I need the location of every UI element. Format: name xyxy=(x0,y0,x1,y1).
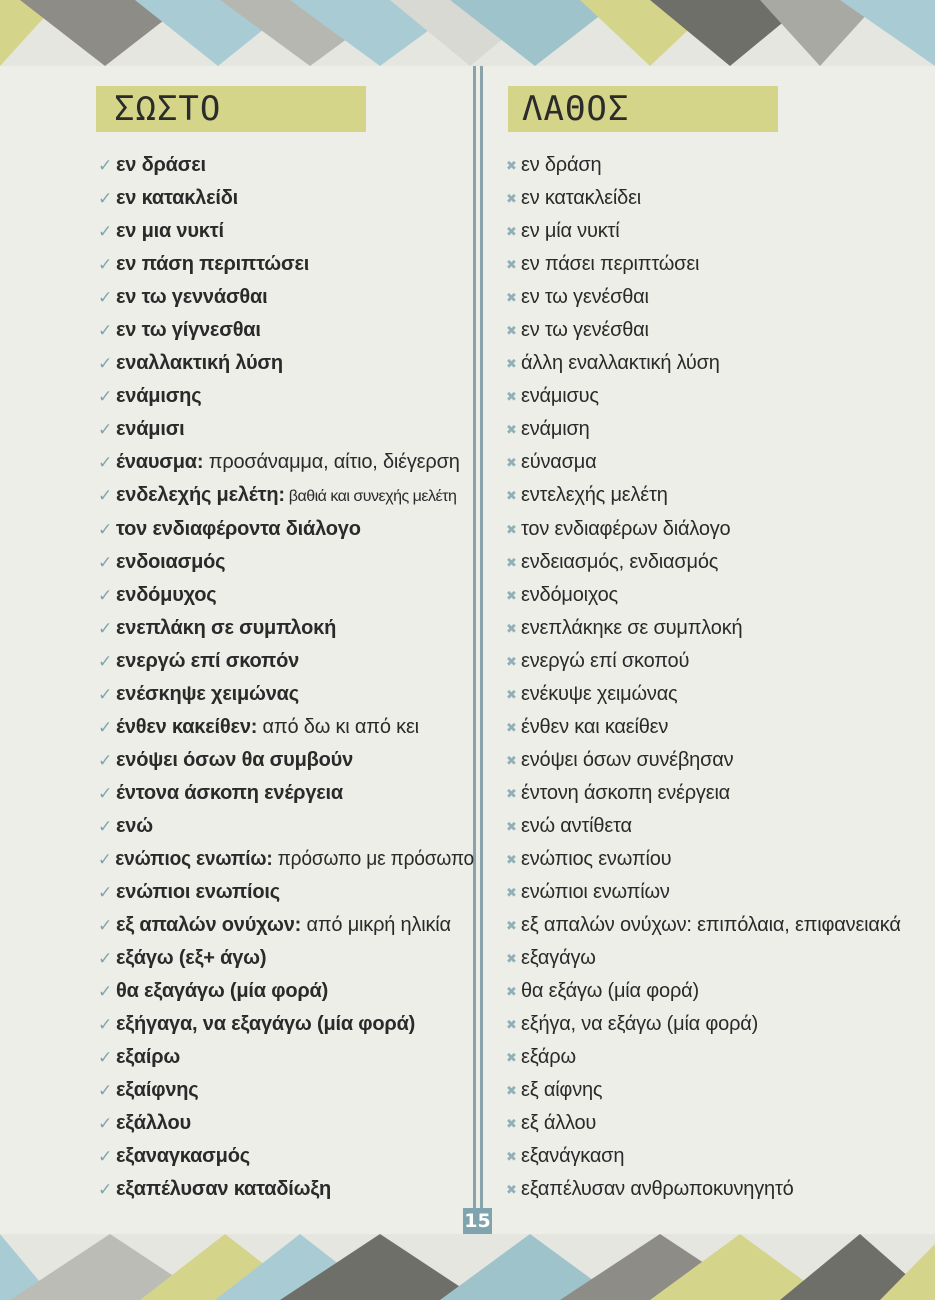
correct-term: ενδοιασμός xyxy=(116,550,226,573)
cross-icon: ✖ xyxy=(506,224,517,240)
cross-icon: ✖ xyxy=(506,851,517,867)
wrong-item xyxy=(506,645,926,678)
wrong-term: εξανάγκαση xyxy=(521,1145,625,1168)
check-icon: ✓ xyxy=(98,222,113,242)
wrong-item xyxy=(506,744,926,777)
correct-item xyxy=(98,975,474,1008)
wrong-item xyxy=(506,1140,926,1173)
cross-icon: ✖ xyxy=(506,257,517,273)
cross-icon: ✖ xyxy=(506,1182,517,1198)
correct-item xyxy=(98,1140,474,1173)
cross-icon: ✖ xyxy=(506,1017,517,1033)
cross-icon: ✖ xyxy=(506,356,517,372)
wrong-item xyxy=(506,678,926,711)
check-icon: ✓ xyxy=(98,420,113,440)
wrong-item xyxy=(506,215,926,248)
correct-item xyxy=(98,513,474,546)
wrong-term: ενεργώ επί σκοπού xyxy=(521,649,690,672)
cross-icon: ✖ xyxy=(506,818,517,834)
check-icon: ✓ xyxy=(98,618,113,638)
cross-icon: ✖ xyxy=(506,389,517,405)
correct-term: εξαίφνης xyxy=(116,1079,199,1102)
correct-item xyxy=(98,876,474,909)
cross-icon: ✖ xyxy=(506,785,517,801)
wrong-item xyxy=(506,1041,926,1074)
correct-item xyxy=(98,810,474,843)
correct-term: έντονα άσκοπη ενέργεια xyxy=(116,781,343,804)
wrong-item xyxy=(506,843,926,876)
cross-icon: ✖ xyxy=(506,323,517,339)
cross-icon: ✖ xyxy=(506,191,517,207)
wrong-item xyxy=(506,380,926,413)
check-icon: ✓ xyxy=(98,255,113,275)
correct-item xyxy=(98,546,474,579)
top-decorative-band xyxy=(0,0,935,66)
correct-term: εναλλακτική λύση xyxy=(116,352,283,375)
check-icon: ✓ xyxy=(98,189,113,209)
wrong-item xyxy=(506,909,926,942)
correct-term: ενεργώ επί σκοπόν xyxy=(116,649,300,672)
check-icon: ✓ xyxy=(98,1048,113,1068)
check-icon: ✓ xyxy=(98,1015,113,1035)
check-icon: ✓ xyxy=(98,849,112,869)
correct-term: εν κατακλείδι xyxy=(116,187,239,210)
wrong-term: ενδόμοιχος xyxy=(521,583,618,606)
wrong-term: θα εξάγω (μία φορά) xyxy=(521,980,699,1003)
wrong-term: ενδειασμός, ενδιασμός xyxy=(521,550,719,573)
check-icon: ✓ xyxy=(98,949,113,969)
wrong-item xyxy=(506,975,926,1008)
cross-icon: ✖ xyxy=(506,455,517,471)
wrong-item xyxy=(506,777,926,810)
cross-icon: ✖ xyxy=(506,951,517,967)
wrong-item xyxy=(506,1008,926,1041)
wrong-term: ενεπλάκηκε σε συμπλοκή xyxy=(521,616,743,639)
correct-term: έναυσμα: xyxy=(116,451,204,474)
wrong-item xyxy=(506,579,926,612)
correct-term: ενώ xyxy=(116,814,153,837)
correct-term: ενώπιοι ενωπίοις xyxy=(116,881,280,904)
cross-icon: ✖ xyxy=(506,1116,517,1132)
cross-icon: ✖ xyxy=(506,885,517,901)
cross-icon: ✖ xyxy=(506,422,517,438)
wrong-item xyxy=(506,1173,926,1206)
correct-term: εξαναγκασμός xyxy=(116,1145,250,1168)
wrong-item xyxy=(506,413,926,446)
correct-item xyxy=(98,479,474,512)
wrong-item xyxy=(506,149,926,182)
cross-icon: ✖ xyxy=(506,653,517,669)
correct-item xyxy=(98,579,474,612)
check-icon: ✓ xyxy=(98,1180,113,1200)
check-icon: ✓ xyxy=(98,453,113,473)
check-icon: ✓ xyxy=(98,717,113,737)
correct-item xyxy=(98,612,474,645)
check-icon: ✓ xyxy=(98,1147,113,1167)
correct-item xyxy=(98,281,474,314)
cross-icon: ✖ xyxy=(506,290,517,306)
correct-item xyxy=(98,777,474,810)
correct-item xyxy=(98,942,474,975)
wrong-item xyxy=(506,711,926,744)
correct-term: ενώπιος ενωπίω: xyxy=(115,847,273,870)
correct-item xyxy=(98,1074,474,1107)
wrong-term: εξ άλλου xyxy=(521,1112,597,1135)
correct-item xyxy=(98,678,474,711)
correct-item xyxy=(98,909,474,942)
wrong-term: ενόψει όσων συνέβησαν xyxy=(521,748,734,771)
check-icon: ✓ xyxy=(98,816,113,836)
cross-icon: ✖ xyxy=(506,488,517,504)
wrong-term: εν τω γενέσθαι xyxy=(521,286,649,309)
cross-icon: ✖ xyxy=(506,554,517,570)
correct-term: εν μια νυκτί xyxy=(116,220,224,243)
correct-item xyxy=(98,182,474,215)
wrong-item xyxy=(506,1074,926,1107)
bottom-decorative-band xyxy=(0,1234,935,1300)
correct-item xyxy=(98,1173,474,1206)
correct-item xyxy=(98,215,474,248)
correct-term: εν τω γίγνεσθαι xyxy=(116,319,261,342)
correct-term: ενδόμυχος xyxy=(116,583,217,606)
wrong-term: εξ απαλών ονύχων: επιπόλαια, επιφανειακά xyxy=(521,914,901,937)
check-icon: ✓ xyxy=(98,916,113,936)
wrong-item xyxy=(506,446,926,479)
wrong-term: εν κατακλείδει xyxy=(521,187,642,210)
correct-definition: βαθιά και συνεχής μελέτη xyxy=(284,488,457,506)
check-icon: ✓ xyxy=(98,651,113,671)
correct-item xyxy=(98,1107,474,1140)
check-icon: ✓ xyxy=(98,750,113,770)
correct-term: ενόψει όσων θα συμβούν xyxy=(116,748,353,771)
wrong-term: ενάμισυς xyxy=(521,385,599,408)
wrong-term: εύνασμα xyxy=(521,451,597,474)
wrong-term: ενώπιος ενωπίου xyxy=(521,847,672,870)
wrong-term: ενώπιοι ενωπίων xyxy=(521,881,670,904)
check-icon: ✓ xyxy=(98,288,113,308)
correct-term: εξαίρω xyxy=(116,1046,181,1069)
correct-term: ένθεν κακείθεν: xyxy=(116,715,258,738)
wrong-term: εξήγα, να εξάγω (μία φορά) xyxy=(521,1013,759,1036)
cross-icon: ✖ xyxy=(506,719,517,735)
correct-term: ενέσκηψε χειμώνας xyxy=(116,682,299,705)
cross-icon: ✖ xyxy=(506,521,517,537)
wrong-term: εν πάσει περιπτώσει xyxy=(521,253,700,276)
cross-icon: ✖ xyxy=(506,1050,517,1066)
check-icon: ✓ xyxy=(98,982,113,1002)
correct-list xyxy=(98,149,474,1207)
wrong-item xyxy=(506,612,926,645)
correct-term: εν πάση περιπτώσει xyxy=(116,253,310,276)
correct-item xyxy=(98,413,474,446)
correct-item xyxy=(98,843,475,876)
correct-term: εξαπέλυσαν καταδίωξη xyxy=(116,1178,332,1201)
wrong-term: εξ αίφνης xyxy=(521,1079,603,1102)
cross-icon: ✖ xyxy=(506,158,517,173)
wrong-item xyxy=(506,182,926,215)
check-icon: ✓ xyxy=(98,1114,113,1134)
check-icon: ✓ xyxy=(98,1081,113,1101)
correct-item xyxy=(98,744,474,777)
wrong-term: ενώ αντίθετα xyxy=(521,814,632,837)
correct-definition: προσάναμμα, αίτιο, διέγερση xyxy=(203,451,460,474)
wrong-term: εν μία νυκτί xyxy=(521,220,620,243)
check-icon: ✓ xyxy=(98,354,113,374)
wrong-item xyxy=(506,281,926,314)
wrong-term: τον ενδιαφέρων διάλογο xyxy=(521,517,731,540)
wrong-term: άλλη εναλλακτική λύση xyxy=(521,352,720,375)
correct-term: εν τω γεννάσθαι xyxy=(116,286,268,309)
check-icon: ✓ xyxy=(98,321,113,341)
cross-icon: ✖ xyxy=(506,587,517,603)
correct-definition: από μικρή ηλικία xyxy=(301,914,451,937)
correct-term: θα εξαγάγω (μία φορά) xyxy=(116,980,329,1003)
wrong-item xyxy=(506,810,926,843)
wrong-item xyxy=(506,347,926,380)
wrong-term: εξάρω xyxy=(521,1046,576,1069)
correct-term: εξ απαλών ονύχων: xyxy=(116,914,302,937)
check-icon: ✓ xyxy=(98,783,113,803)
correct-term: ενάμισι xyxy=(116,418,185,441)
correct-item xyxy=(98,347,474,380)
correct-item xyxy=(98,1008,474,1041)
cross-icon: ✖ xyxy=(506,620,517,636)
check-icon: ✓ xyxy=(98,585,113,605)
correct-term: τον ενδιαφέροντα διάλογο xyxy=(116,517,361,540)
wrong-term: εξαπέλυσαν ανθρωποκυνηγητό xyxy=(521,1178,794,1201)
wrong-item xyxy=(506,479,926,512)
wrong-term: εν τω γενέσθαι xyxy=(521,319,649,342)
wrong-term: εντελεχής μελέτη xyxy=(521,484,668,507)
wrong-list xyxy=(506,149,926,1207)
wrong-term: εξαγάγω xyxy=(521,947,596,970)
correct-term: ενδελεχής μελέτη: xyxy=(116,484,285,507)
wrong-column-header: ΛΑΘΟΣ xyxy=(508,86,778,132)
correct-definition: από δω κι από κει xyxy=(257,715,419,738)
correct-definition: πρόσωπο με πρόσωπο xyxy=(272,847,475,870)
wrong-item xyxy=(506,513,926,546)
wrong-term: έντονη άσκοπη ενέργεια xyxy=(521,781,731,804)
correct-item xyxy=(98,446,474,479)
cross-icon: ✖ xyxy=(506,752,517,768)
wrong-item xyxy=(506,248,926,281)
page-number: 15 xyxy=(464,1210,491,1232)
correct-column-header: ΣΩΣΤΟ xyxy=(96,86,366,132)
wrong-term: ενέκυψε χειμώνας xyxy=(521,682,678,705)
check-icon: ✓ xyxy=(98,156,113,175)
correct-item xyxy=(98,380,474,413)
check-icon: ✓ xyxy=(98,883,113,903)
cross-icon: ✖ xyxy=(506,1149,517,1165)
cross-icon: ✖ xyxy=(506,686,517,702)
wrong-item xyxy=(506,942,926,975)
correct-item xyxy=(98,314,474,347)
wrong-term: εν δράση xyxy=(521,154,602,176)
correct-item xyxy=(98,711,474,744)
cross-icon: ✖ xyxy=(506,918,517,934)
check-icon: ✓ xyxy=(98,519,113,539)
correct-item xyxy=(98,248,474,281)
correct-term: εν δράσει xyxy=(116,154,206,176)
wrong-term: ενάμιση xyxy=(521,418,590,441)
correct-term: εξάγω (εξ+ άγω) xyxy=(116,947,267,970)
correct-term: εξάλλου xyxy=(116,1112,191,1135)
correct-term: ενεπλάκη σε συμπλοκή xyxy=(116,616,337,639)
correct-term: εξήγαγα, να εξαγάγω (μία φορά) xyxy=(116,1013,416,1036)
wrong-item xyxy=(506,546,926,579)
check-icon: ✓ xyxy=(98,684,113,704)
correct-item xyxy=(98,149,474,182)
wrong-item xyxy=(506,876,926,909)
check-icon: ✓ xyxy=(98,387,113,407)
wrong-item xyxy=(506,1107,926,1140)
wrong-term: ένθεν και καείθεν xyxy=(521,715,669,738)
correct-term: ενάμισης xyxy=(116,385,202,408)
cross-icon: ✖ xyxy=(506,1083,517,1099)
correct-item xyxy=(98,1041,474,1074)
wrong-item xyxy=(506,314,926,347)
cross-icon: ✖ xyxy=(506,984,517,1000)
correct-item xyxy=(98,645,474,678)
check-icon: ✓ xyxy=(98,552,113,572)
check-icon: ✓ xyxy=(98,486,113,506)
